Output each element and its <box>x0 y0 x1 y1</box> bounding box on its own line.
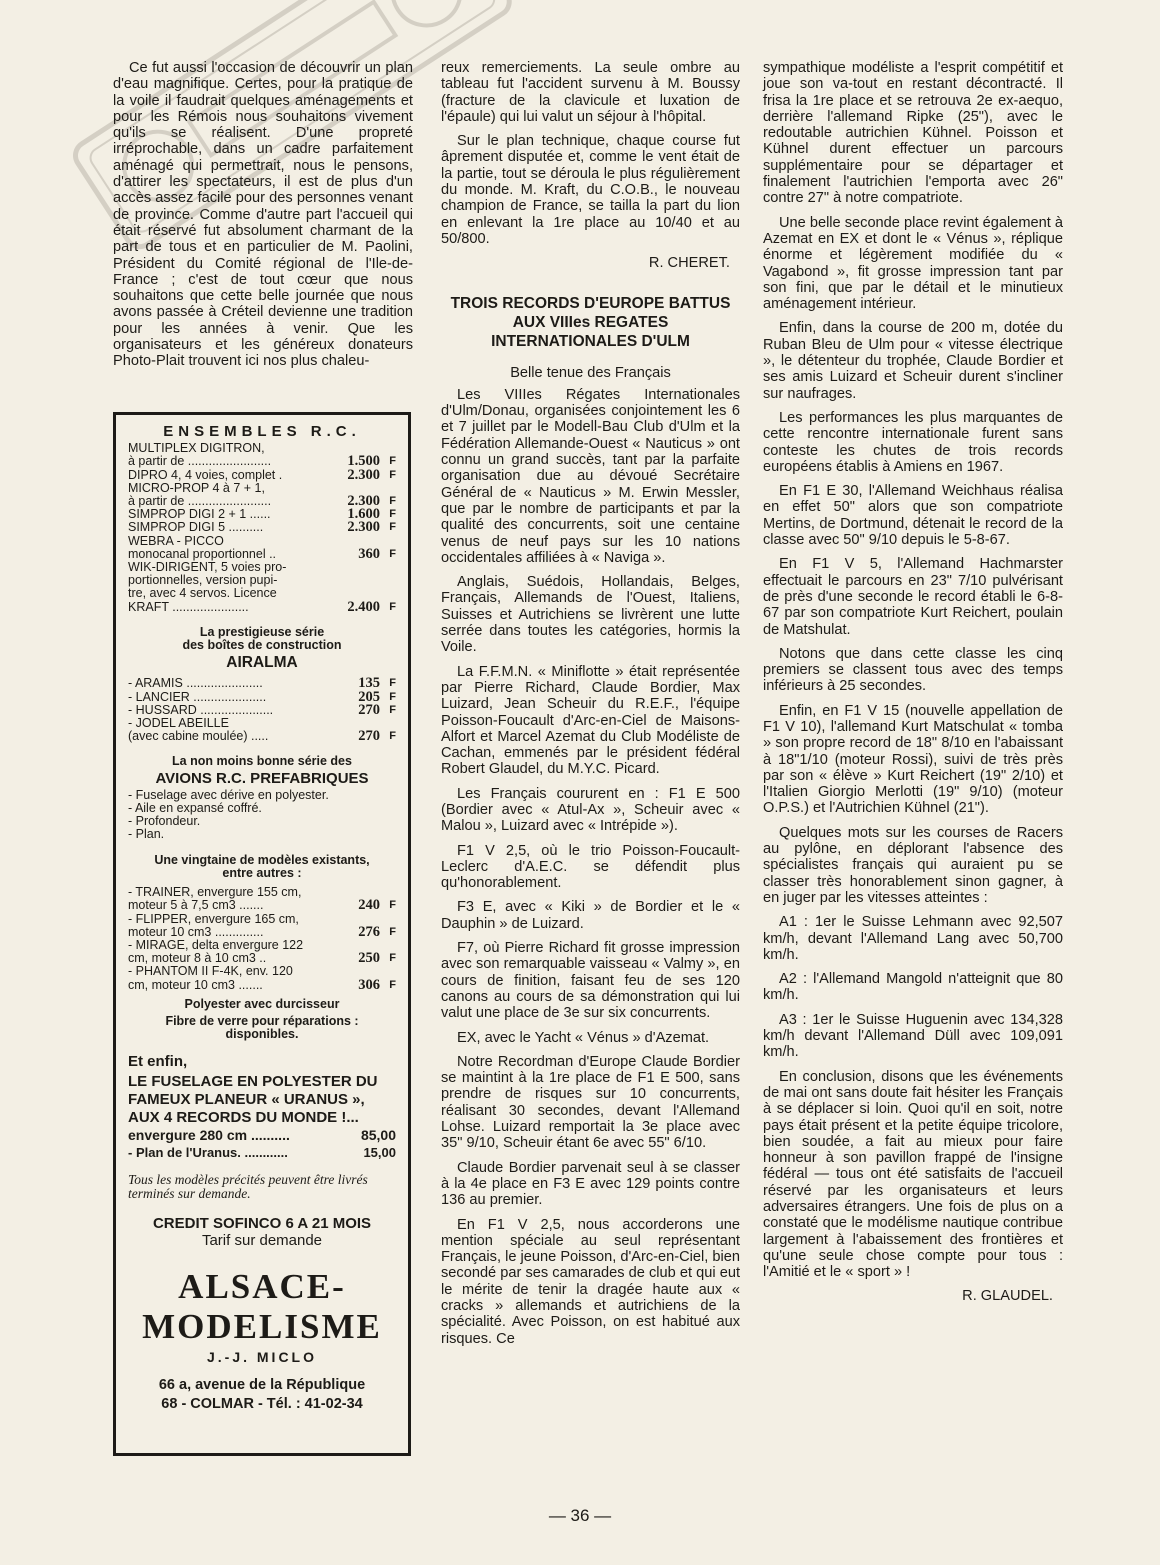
price-row <box>128 521 396 534</box>
price-label-line: à partir de ........................ <box>128 494 272 509</box>
article-body-ulm <box>441 387 740 1347</box>
price-label-line: moteur 10 cm3 .............. <box>128 924 264 939</box>
price-row <box>128 717 396 743</box>
price-unit: F <box>389 952 396 965</box>
page-number: — 36 — <box>548 1506 612 1525</box>
avions-title-line: AVIONS R.C. PREFABRIQUES <box>155 769 369 787</box>
price-row <box>128 965 396 991</box>
price-unit: F <box>389 677 396 690</box>
price-value: 2.300 <box>347 519 380 536</box>
price-label-line: - ARAMIS ...................... <box>128 676 263 691</box>
price-label-line: - LANCIER ..................... <box>128 689 267 704</box>
price-label-line: - FLIPPER, envergure 165 cm, <box>128 911 299 926</box>
fuselage-price-row <box>128 1144 396 1161</box>
price-row <box>128 886 396 912</box>
price-label-line: - PHANTOM II F-4K, env. 120 <box>128 964 293 979</box>
article-paragraph: En F1 E 30, l'Allemand Weichhaus réalisa en effet 50" alors que son compatriote Mertins, de Dortmund, détenait le record de la classe avec 50" 9/10 depuis le 5-8-67. <box>763 483 1063 549</box>
credit-line: CREDIT SOFINCO 6 A 21 MOIS <box>152 1214 372 1232</box>
price-unit: F <box>389 925 396 938</box>
rc-price-list <box>128 442 396 614</box>
feature-item: - Plan. <box>128 827 165 842</box>
series-title-line: des boîtes de construction <box>182 638 342 653</box>
avions-title-line: La non moins bonne série des <box>172 754 352 769</box>
article-paragraph: F3 E, avec « Kiki » de Bordier et le « Dauphin » de Luizard. <box>441 899 740 932</box>
price-unit: F <box>389 455 396 468</box>
ad-title: ENSEMBLES R.C. <box>163 423 361 440</box>
price-label-line: - TRAINER, envergure 155 cm, <box>128 885 302 900</box>
fuselage-prices <box>128 1127 396 1161</box>
price-value: 2.300 <box>347 466 380 483</box>
article-paragraph: A3 : 1er le Suisse Huguenin avec 134,328 km/h devant l'Allemand Düll avec 109,091 km/h. <box>763 1011 1063 1061</box>
price-value: 2.400 <box>347 598 380 615</box>
price-label-line: DIPRO 4, 4 voies, complet . <box>128 467 283 482</box>
avions-feature-list <box>128 789 396 842</box>
article-paragraph: sympathique modéliste a l'esprit compétitif et joue son va-tout en restant décontracté. Il frisa la 1re place et se retrouva 2e ex-aequo, derrière l'allemand Ripke (25"), avec le redoutable autrichien Kühnel. Poisson et Kühnel durent effectuer un parcours supplémentaire pour se départager et finalement l'autrichien l'emporta avec 26" contre 27" à notre compatriote. <box>763 60 1063 207</box>
series-title-line: La prestigieuse série <box>199 624 325 639</box>
enfin-label: Et enfin, <box>128 1053 188 1071</box>
article-paragraph: A2 : l'Allemand Mangold n'atteignit que 80 km/h. <box>763 971 1063 1004</box>
article-paragraph: Claude Bordier parvenait seul à se classer à la 4e place en F3 E avec 129 points contre 136 au premier. <box>441 1159 740 1209</box>
price-label <box>128 469 324 482</box>
price-label <box>128 965 324 991</box>
column-middle <box>441 60 740 1355</box>
models-title-line: Une vingtaine de modèles existants, <box>154 852 370 867</box>
article-paragraph: Les performances les plus marquantes de cette rencontre internationale furent sans conteste les chutes de trois records européens établis à Amiens en 1967. <box>763 409 1063 475</box>
price-label-line: - JODEL ABEILLE <box>128 716 229 731</box>
column-left <box>113 60 413 378</box>
price-label-line: - HUSSARD ..................... <box>128 702 274 717</box>
article-paragraph: Enfin, en F1 V 15 (nouvelle appellation de F1 V 10), l'allemand Kurt Matschulat « tomba » son propre record de 18" 8/10 en l'abaissant à 18"1/10 (moteur Rossi), suivi de très près par son « élève » Kurt Reichert (19" 2/10) et l'Italien Giorgio Merlotti (19" 9/10) (moteur O.P.S.) et l'Autrichien Kühnel (21"). <box>763 702 1063 817</box>
price-value: 135 <box>358 675 380 692</box>
price-unit: F <box>389 547 396 560</box>
fuselage-price-label: envergure 280 cm .......... <box>128 1126 290 1143</box>
article-subhead: Belle tenue des Français <box>510 364 671 381</box>
polyester-line: Polyester avec durcisseur <box>184 996 340 1011</box>
article-paragraph: Enfin, dans la course de 200 m, dotée du Ruban Bleu de Ulm pour « vitesse électrique », le détenteur du trophée, Claude Bordier et ses amis Luizard et Scheuir durent s'incliner sur naufrages. <box>763 320 1063 402</box>
price-label-line: - MIRAGE, delta envergure 122 <box>128 937 304 952</box>
feature-item: - Aile en expansé coffré. <box>128 801 262 816</box>
price-value: 2.300 <box>347 493 380 510</box>
polyester-block <box>128 998 396 1042</box>
price-unit: F <box>389 468 396 481</box>
price-unit: F <box>389 508 396 521</box>
polyester-line: Fibre de verre pour réparations : <box>165 1013 359 1028</box>
price-label-line: portionnelles, version pupi- <box>128 573 278 588</box>
article-paragraph: Sur le plan technique, chaque course fut âprement disputée et, comme le vent était de la partie, tout se déroula le plus régulièrement du monde. M. Kraft, du C.O.B., le nouveau champion de France, se tailla la part du lion en enlevant la 1re place au 10/40 et au 50/800. <box>441 133 740 247</box>
fuselage-line: AUX 4 RECORDS DU MONDE !... <box>128 1108 359 1126</box>
price-label <box>128 913 324 939</box>
price-label <box>128 442 324 468</box>
price-row <box>128 913 396 939</box>
price-label-line: MULTIPLEX DIGITRON, <box>128 441 265 456</box>
article-paragraph: Les VIIIes Régates Internationales d'Ulm/Donau, organisées conjointement les 6 et 7 juillet par le Modell-Bau Club d'Ulm et la Fédération Allemande-Ouest « Nauticus » ont connu un grand succès, tant par la parfaite organisation due au dévoué Secrétaire Général de « Nauticus » M. Erwin Messler, que par le nombre de participants et par la qualité des concurrents, soit une centaine venus de neuf pays sur les 10 nations occidentales affiliées à « Naviga ». <box>441 386 740 566</box>
address-line: 68 - COLMAR - Tél. : 41-02-34 <box>161 1396 363 1413</box>
price-label <box>128 886 324 912</box>
article-paragraph: Une belle seconde place revint également à Azemat en EX et dont le « Vénus », réplique énorme et légèrement modifiée du « Vagabond », fit grosse impression tant par son fini, que par le détail et le minutieux aménagement intérieur. <box>763 214 1063 313</box>
fuselage-price-value: 15,00 <box>363 1144 396 1160</box>
price-label-line: SIMPROP DIGI 2 + 1 ...... <box>128 507 271 522</box>
price-value: 270 <box>358 728 380 745</box>
price-row <box>128 677 396 690</box>
article-paragraph: F1 V 2,5, où le trio Poisson-Foucault-Leclerc d'A.E.C. se défendit plus qu'honorablement. <box>441 842 740 892</box>
article-body-continued <box>763 60 1063 1280</box>
article-paragraph: En conclusion, disons que les événements de mai ont sans doute fait hésiter les Français à se déplacer si loin. Quoi qu'il en soit, notre pays était présent et la petite équipe tricolore, bien soudée, a fait au mieux pour faire honneur à son pavillon frappé de l'insigne fédéral — tous ont été satisfaits de l'accueil réservé par les organisateurs et leurs adversaires étrangers. Une fois de plus on a constaté que le modélisme nautique contribue largement à l'abaissement des frontières et qu'une seule chose compte pour tous : l'Amitié et le « sport » ! <box>763 1068 1063 1281</box>
feature-item: - Profondeur. <box>128 814 201 829</box>
price-unit: F <box>389 521 396 534</box>
price-row <box>128 482 396 508</box>
models-price-list <box>128 886 396 992</box>
brand-airalma: AIRALMA <box>226 654 298 672</box>
price-row <box>128 939 396 965</box>
feature-item: - Fuselage avec dérive en polyester. <box>128 787 329 802</box>
airalma-price-list <box>128 677 396 743</box>
series-title <box>128 626 396 652</box>
price-label <box>128 717 324 743</box>
price-unit: F <box>389 690 396 703</box>
polyester-line: disponibles. <box>225 1027 299 1042</box>
advertisement-alsace-modelisme <box>113 412 411 1456</box>
price-label-line: KRAFT ...................... <box>128 599 249 614</box>
signature-glaudel: R. GLAUDEL. <box>962 1288 1053 1305</box>
price-value: 250 <box>358 950 380 967</box>
article-paragraph: Quelques mots sur les courses de Racers au pylône, en déplorant l'absence des spécialistes français qui auraient pu se classer très honorablement sinon gagner, à en juger par les vitesses atteintes : <box>763 824 1063 906</box>
signature-cheret: R. CHERET. <box>648 255 730 272</box>
price-label <box>128 691 324 704</box>
price-label-line: cm, moteur 10 cm3 ....... <box>128 977 263 992</box>
company-address <box>128 1376 396 1414</box>
models-title <box>128 854 396 880</box>
price-unit: F <box>389 495 396 508</box>
fuselage-offer <box>128 1073 396 1127</box>
price-value: 276 <box>358 923 380 940</box>
company-name-line: MODELISME <box>142 1306 382 1346</box>
fuselage-price-value: 85,00 <box>360 1126 396 1143</box>
price-value: 240 <box>358 897 380 914</box>
avions-title <box>128 754 396 787</box>
price-unit: F <box>389 978 396 991</box>
price-value: 1.500 <box>347 453 380 470</box>
price-label <box>128 535 324 561</box>
article-paragraph: Notons que dans cette classe les cinq premiers se classent tous avec des temps inférieurs à 25 secondes. <box>763 645 1063 695</box>
column-right <box>763 60 1063 1317</box>
price-label-line: cm, moteur 8 à 10 cm3 .. <box>128 951 267 966</box>
company-name-line: ALSACE- <box>178 1266 346 1306</box>
fuselage-line: FAMEUX PLANEUR « URANUS », <box>128 1090 365 1108</box>
article-paragraph: A1 : 1er le Suisse Lehmann avec 92,507 km/h, devant l'Allemand Lang avec 50,700 km/h. <box>763 914 1063 963</box>
article-paragraph: La F.F.M.N. « Miniflotte » était représentée par Pierre Richard, Claude Bordier, Max Luizard, Jean Scheuir du R.E.F., l'équipe Poisson-Foucault d'Arc-en-Ciel de Maisons-Alfort et Marcel Azemat du Club Modéliste de Cachan, emmenés par le président fédéral Robert Glaudel, du M.Y.C. Picard. <box>441 663 740 778</box>
price-label-line: (avec cabine moulée) ..... <box>128 729 269 744</box>
article-paragraph: EX, avec le Yacht « Vénus » d'Azemat. <box>457 1029 710 1046</box>
price-label <box>128 677 324 690</box>
fuselage-price-label: - Plan de l'Uranus. ............ <box>128 1144 288 1160</box>
company-name <box>128 1267 396 1347</box>
price-label-line: MICRO-PROP 4 à 7 + 1, <box>128 480 265 495</box>
price-row <box>128 561 396 614</box>
price-label-line: à partir de ........................ <box>128 454 272 469</box>
article-paragraph: Ce fut aussi l'occasion de découvrir un plan d'eau magnifique. Certes, pour la pratique de la voile il faudrait quelques aménagements et pour les Rémois nous souhaitons vivement qu'ils se réalisent. D'une propreté irréprochable, dans un cadre parfaitement aménagé qui permettrait, nous le pensons, d'attirer les spectateurs, il est de plus d'un accès assez facile pour des personnes venant de province. Comme d'autre part l'accueil qui était réservé fut absolument charmant de la part de tous et en particulier de M. Paolini, Président du Comité régional de l'Ile-de-France ; c'est de tout cœur que nous souhaitons que cette belle journée que nous avons passée à Créteil devienne une tradition pour les années à venir. Que les organisateurs et les généreux donateurs Photo-Plait trouvent ici nos plus chaleu- <box>113 60 413 370</box>
models-title-line: entre autres : <box>222 865 302 880</box>
fuselage-price-row <box>128 1127 396 1144</box>
article-paragraph: En F1 V 2,5, nous accorderons une mention spéciale au seul représentant Français, le jeune Poisson, d'Arc-en-Ciel, bien secondé par ses camarades de club et qui eut le mérite de tenir la dragée haute aux « cracks » allemands et autrichiens de la spécialité. Avec Poisson, on est habitué aux risques. Ce <box>441 1216 740 1347</box>
article-paragraph: Anglais, Suédois, Hollandais, Belges, Français, Allemands de l'Ouest, Italiens, Suisses et Autrichiens se livrèrent une lutte serrée dans toutes les catégories, hormis la Voile. <box>441 574 740 656</box>
tarif-line: Tarif sur demande <box>201 1231 323 1249</box>
address-line: 66 a, avenue de la République <box>158 1377 366 1394</box>
price-label-line: tre, avec 4 servos. Licence <box>128 586 277 601</box>
price-label-line: SIMPROP DIGI 5 .......... <box>128 520 264 535</box>
price-label <box>128 482 324 508</box>
price-value: 1.600 <box>347 506 380 523</box>
price-row <box>128 688 396 705</box>
price-label-line: monocanal proportionnel .. <box>128 546 277 561</box>
price-row <box>128 442 396 468</box>
price-label-line: WIK-DIRIGENT, 5 voies pro- <box>128 560 287 575</box>
ad-note: Tous les modèles précités peuvent être livrés terminés sur demande. <box>128 1171 368 1201</box>
company-owner: J.-J. MICLO <box>206 1348 317 1365</box>
price-value: 360 <box>358 545 380 562</box>
article-paragraph: En F1 V 5, l'Allemand Hachmarster effectuait le parcours en 23" 7/10 pulvérisant de près d'une seconde le record établi le 6-8-67 par son compatriote Kurt Reichert, poulain de Matshulat. <box>763 556 1063 638</box>
price-unit: F <box>389 703 396 716</box>
price-label-line: moteur 5 à 7,5 cm3 ....... <box>128 898 264 913</box>
article-headline: TROIS RECORDS D'EUROPE BATTUS AUX VIIIes REGATES INTERNATIONALES D'ULM <box>450 294 731 350</box>
price-row <box>128 466 396 483</box>
price-label <box>128 561 324 614</box>
article-paragraph: Notre Recordman d'Europe Claude Bordier se maintint à la 1re place de F1 E 500, sans prendre de risques sur 10 concurrents, réalisant 30 secondes, devant l'Allemand Lohse. Luizard remportait la 3e place avec 35" 9/10, Scheuir étant 6e avec 55" 6/10. <box>441 1053 740 1152</box>
fuselage-line: LE FUSELAGE EN POLYESTER DU <box>128 1072 378 1090</box>
price-unit: F <box>389 899 396 912</box>
price-value: 306 <box>358 976 380 993</box>
article-paragraph: reux remerciements. La seule ombre au tableau fut l'accident survenu à M. Boussy (fracture de la clavicule et luxation de l'épaule) qui lui valut un séjour à l'hôpital. <box>441 60 740 125</box>
article-paragraph: Les Français coururent en : F1 E 500 (Bordier avec « Atul-Ax », Scheuir avec « Malou », Luizard avec « Intrépide »). <box>441 785 740 835</box>
price-value: 205 <box>358 688 380 705</box>
article-paragraph: F7, où Pierre Richard fit grosse impression avec son remarquable vaisseau « Valmy », en cours de finition, faisant feu de ses 120 canons au cours de sa démonstration qui lui valut une place de 3e sur six concurrents. <box>441 940 740 1022</box>
price-value: 270 <box>358 701 380 718</box>
price-label <box>128 939 324 965</box>
price-unit: F <box>389 600 396 613</box>
price-label <box>128 521 324 534</box>
price-label-line: WEBRA - PICCO <box>128 533 224 548</box>
price-row <box>128 535 396 561</box>
price-unit: F <box>389 730 396 743</box>
